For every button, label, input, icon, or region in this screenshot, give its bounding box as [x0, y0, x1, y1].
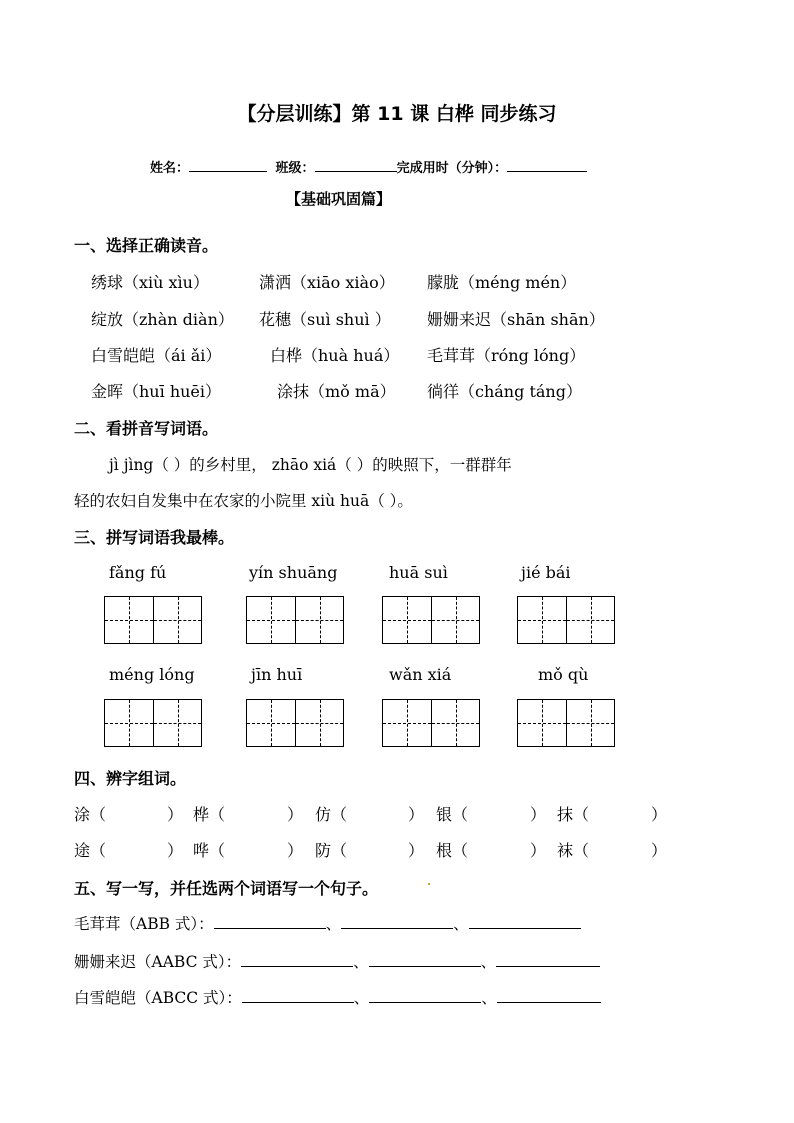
pinyin-sentence-line1: jì jìng（ ）的乡村里， zhāo xiá（ ）的映照下，一群群年 [109, 456, 512, 474]
choice-item: 绣球（xiù xìu） [91, 273, 209, 292]
exercise-line [74, 950, 600, 972]
answer-blank[interactable] [369, 952, 481, 967]
choice-item: 朦胧（méng mén） [427, 273, 577, 292]
separator: 、 [453, 915, 469, 933]
word-item: 袜（ [557, 841, 590, 860]
name-blank[interactable] [189, 158, 267, 172]
separator: 、 [353, 989, 370, 1007]
writing-grid[interactable] [246, 596, 344, 644]
pinyin-label: mǒ qù [538, 665, 589, 684]
pinyin-label: jié bái [521, 563, 571, 582]
writing-grid[interactable] [517, 596, 615, 644]
word-item-close: ） [530, 841, 547, 860]
separator: 、 [325, 915, 342, 933]
choice-item: 姗姗来迟（shān shān） [427, 310, 605, 329]
writing-grid[interactable] [104, 699, 202, 747]
answer-blank[interactable] [497, 988, 601, 1003]
separator: 、 [481, 989, 497, 1007]
writing-grid[interactable] [104, 596, 202, 644]
word-item: 银（ [436, 805, 469, 824]
answer-blank[interactable] [469, 914, 581, 929]
choice-item: 涂抹（mǒ mā） [277, 382, 396, 401]
choice-item: 毛茸茸（róng lóng） [427, 346, 586, 365]
writing-grid[interactable] [517, 699, 615, 747]
choice-item: 白雪皑皑（ái ǎi） [91, 346, 222, 365]
word-item: 防（ [315, 841, 348, 860]
answer-blank[interactable] [242, 988, 354, 1003]
answer-blank[interactable] [341, 914, 453, 929]
word-item: 根（ [436, 841, 469, 860]
name-label: 姓名： [150, 161, 190, 176]
word-item: 途（ [74, 841, 107, 860]
word-item-close: ） [167, 841, 184, 860]
exercise-label: 毛茸茸（ABB 式）： [74, 915, 214, 933]
section2-heading: 二、看拼音写词语。 [74, 419, 219, 438]
stray-dot [428, 883, 430, 885]
word-item-close: ） [651, 841, 668, 860]
writing-grid[interactable] [382, 596, 480, 644]
section4-heading: 四、辨字组词。 [74, 769, 187, 788]
pinyin-label: jīn huī [251, 665, 303, 684]
time-label: 完成用时（分钟）： [396, 161, 508, 176]
choice-item: 徜徉（cháng táng） [427, 382, 582, 401]
word-item-close: ） [651, 805, 668, 824]
choice-item: 花穗（suì shuì ） [259, 310, 391, 329]
exercise-line [74, 912, 581, 934]
word-item: 涂（ [74, 805, 107, 824]
answer-blank[interactable] [241, 952, 353, 967]
pinyin-label: huā suì [389, 563, 448, 582]
section3-heading: 三、拼写词语我最棒。 [74, 528, 235, 547]
answer-blank[interactable] [369, 988, 481, 1003]
pinyin-label: méng lóng [109, 665, 195, 684]
answer-blank[interactable] [214, 914, 326, 929]
class-label: 班级： [275, 161, 315, 176]
word-item: 桦（ [193, 805, 226, 824]
pinyin-label: wǎn xiá [389, 665, 452, 684]
section1-heading: 一、选择正确读音。 [74, 236, 219, 255]
pinyin-sentence-line2: 轻的农妇自发集中在农家的小院里 xiù huā（ ）。 [74, 492, 413, 510]
writing-grid[interactable] [246, 699, 344, 747]
word-item-close: ） [408, 841, 425, 860]
exercise-label: 白雪皑皑（ABCC 式）： [74, 989, 242, 1007]
page-title: 【分层训练】第 11 课 白桦 同步练习 [237, 103, 557, 125]
choice-item: 白桦（huà huá） [270, 346, 400, 365]
section5-heading: 五、写一写，并任选两个词语写一个句子。 [74, 879, 379, 898]
word-item-close: ） [530, 805, 547, 824]
student-info [150, 157, 587, 176]
exercise-line [74, 986, 601, 1008]
choice-item: 金晖（huī huēi） [91, 382, 222, 401]
word-item-close: ） [408, 805, 425, 824]
pinyin-label: yín shuāng [249, 563, 338, 582]
word-item: 哗（ [193, 841, 226, 860]
choice-item: 绽放（zhàn diàn） [91, 310, 234, 329]
separator: 、 [353, 953, 369, 971]
pinyin-label: fǎng fú [109, 563, 167, 582]
separator: 、 [480, 953, 497, 971]
class-blank[interactable] [315, 158, 397, 172]
time-blank[interactable] [507, 158, 587, 172]
word-item-close: ） [287, 841, 304, 860]
answer-blank[interactable] [496, 952, 600, 967]
subheading: 【基础巩固篇】 [286, 190, 392, 208]
word-item: 仿（ [315, 805, 348, 824]
word-item-close: ） [287, 805, 304, 824]
choice-item: 潇洒（xiāo xiào） [259, 273, 395, 292]
exercise-label: 姗姗来迟（AABC 式）： [74, 953, 242, 971]
word-item: 抹（ [557, 805, 590, 824]
word-item-close: ） [167, 805, 184, 824]
writing-grid[interactable] [382, 699, 480, 747]
